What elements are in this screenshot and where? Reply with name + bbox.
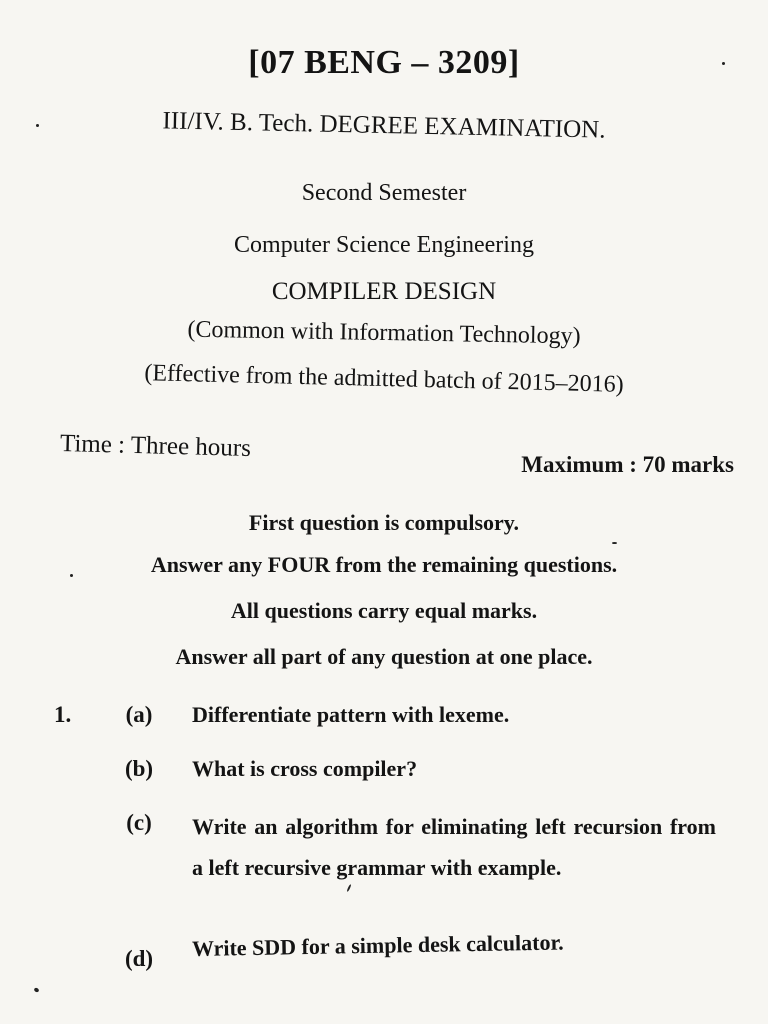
- part-text: Write SDD for a simple desk calculator.: [191, 929, 564, 961]
- semester: Second Semester: [301, 180, 467, 206]
- time-allowed: Time : Three hours: [59, 430, 252, 462]
- branch: Computer Science Engineering: [234, 232, 534, 258]
- part-label: (b): [124, 756, 154, 781]
- part-text: What is cross compiler?: [192, 756, 418, 781]
- maximum-marks: Maximum : 70 marks: [521, 452, 734, 477]
- scan-speck: [70, 574, 73, 577]
- part-label: (c): [126, 810, 152, 835]
- instruction-line: First question is compulsory.: [248, 510, 520, 535]
- instruction-line: Answer any FOUR from the remaining questions.: [150, 552, 618, 577]
- scan-speck: [36, 124, 39, 127]
- effective-batch-note: (Effective from the admitted batch of 2015–2016): [144, 360, 624, 398]
- scan-speck: [33, 987, 39, 993]
- degree-title: III/IV. B. Tech. DEGREE EXAMINATION.: [162, 107, 606, 144]
- paper-code: [07 BENG – 3209]: [248, 44, 520, 81]
- part-text: Write an algorithm for eliminating left recursion from a left recursive grammar with example.: [192, 814, 716, 880]
- part-label: (a): [125, 702, 153, 727]
- part-text: Differentiate pattern with lexeme.: [192, 702, 510, 727]
- instruction-line: Answer all part of any question at one place.: [175, 644, 593, 669]
- subject-title: COMPILER DESIGN: [271, 278, 497, 305]
- scan-speck: [612, 542, 617, 544]
- common-with-note: (Common with Information Technology): [187, 316, 581, 350]
- instruction-line: All questions carry equal marks.: [230, 598, 538, 623]
- scan-speck: [722, 62, 725, 65]
- question-number: 1.: [54, 702, 72, 727]
- part-label: (d): [124, 946, 154, 971]
